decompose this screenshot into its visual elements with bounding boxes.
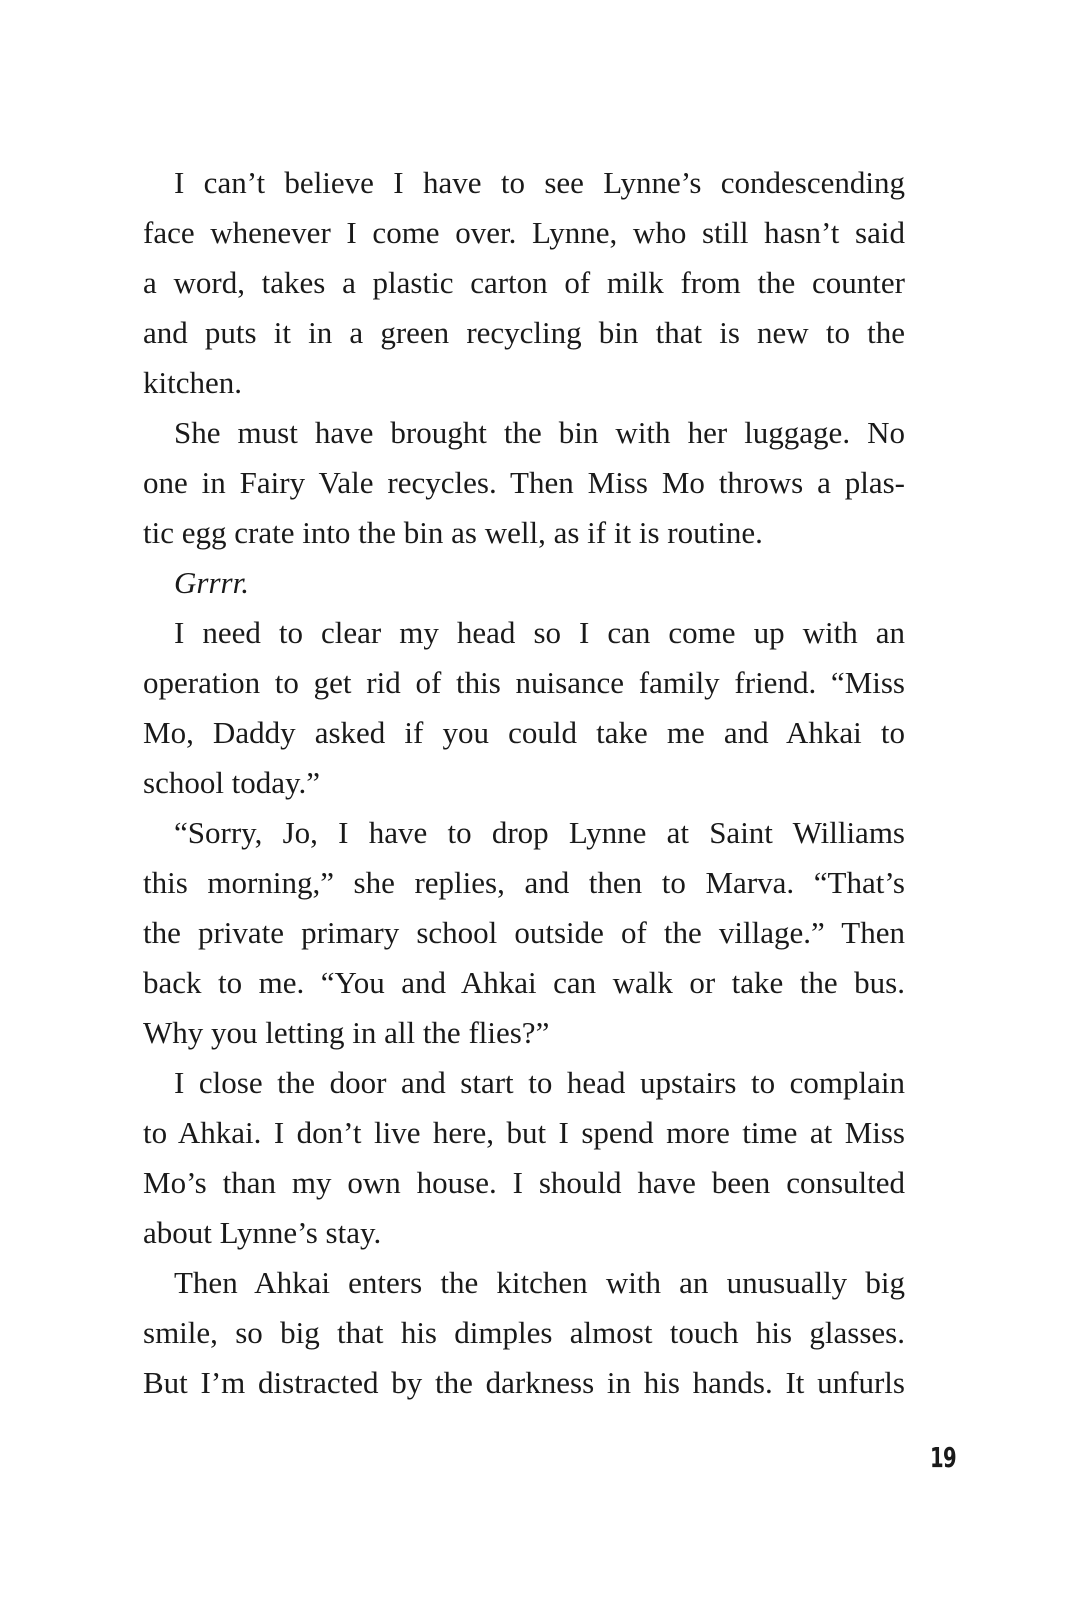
text-line: She must have brought the bin with her luggage. No bbox=[174, 415, 905, 450]
text-line: tic egg crate into the bin as well, as if it is routine. bbox=[143, 515, 763, 550]
text-line: Mo, Daddy asked if you could take me and Ahkai to bbox=[143, 715, 905, 750]
text-line: But I’m distracted by the darkness in his hands. It unfurls bbox=[143, 1365, 905, 1400]
text-line: school today.” bbox=[143, 765, 321, 800]
text-line: back to me. “You and Ahkai can walk or take the bus. bbox=[143, 965, 905, 1000]
text-line: I close the door and start to head upstairs to complain bbox=[174, 1065, 905, 1100]
text-line: Then Ahkai enters the kitchen with an unusually big bbox=[174, 1265, 905, 1300]
text-line: to Ahkai. I don’t live here, but I spend more time at Miss bbox=[143, 1115, 905, 1150]
text-line: operation to get rid of this nuisance family friend. “Miss bbox=[143, 665, 905, 700]
text-line: this morning,” she replies, and then to Marva. “That’s bbox=[143, 865, 905, 900]
text-line: one in Fairy Vale recycles. Then Miss Mo throws a plas- bbox=[143, 465, 905, 500]
page-number: 19 bbox=[930, 1441, 956, 1474]
text-line: Mo’s than my own house. I should have been consulted bbox=[143, 1165, 905, 1200]
text-line: I need to clear my head so I can come up with an bbox=[174, 615, 905, 650]
text-line: Why you letting in all the flies?” bbox=[143, 1015, 550, 1050]
text-line: face whenever I come over. Lynne, who still hasn’t said bbox=[143, 215, 905, 250]
text-line: I can’t believe I have to see Lynne’s condescending bbox=[174, 165, 905, 200]
text-line: “Sorry, Jo, I have to drop Lynne at Saint Williams bbox=[174, 815, 905, 850]
text-line: about Lynne’s stay. bbox=[143, 1215, 382, 1250]
text-line: kitchen. bbox=[143, 365, 242, 400]
text-line: smile, so big that his dimples almost touch his glasses. bbox=[143, 1315, 905, 1350]
text-line: the private primary school outside of the village.” Then bbox=[143, 915, 905, 950]
text-line: Grrrr. bbox=[174, 565, 249, 600]
text-line: and puts it in a green recycling bin that is new to the bbox=[143, 315, 905, 350]
text-line: a word, takes a plastic carton of milk from the counter bbox=[143, 265, 905, 300]
